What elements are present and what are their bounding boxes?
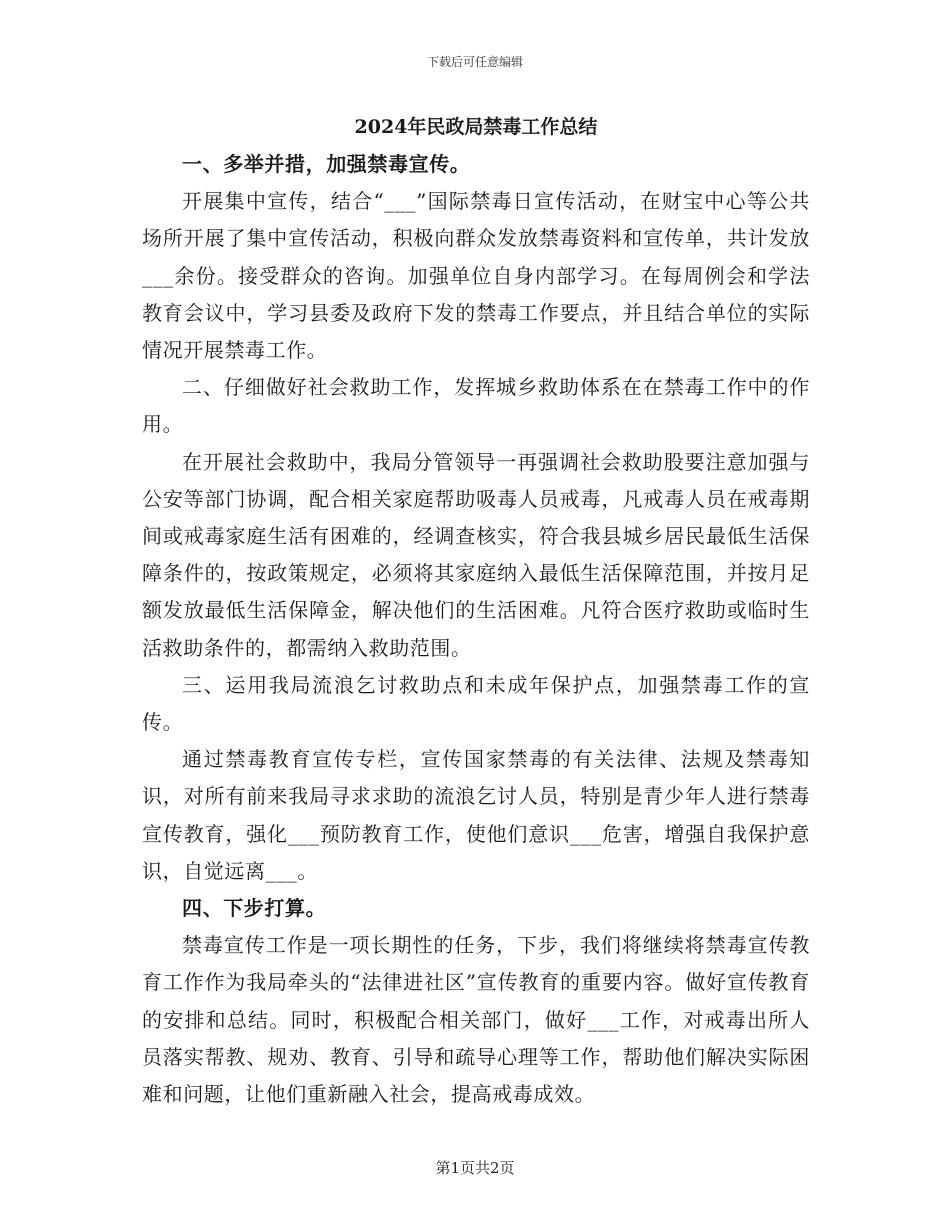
section-heading: 一、多举并措，加强禁毒宣传。 <box>182 152 471 176</box>
document-title: 2024年民政局禁毒工作总结 <box>354 116 598 138</box>
paragraph: 禁毒宣传工作是一项长期性的任务，下步，我们将继续将禁毒宣传教育工作作为我局牵头的“法律进社区”宣传教育的重要内容。做好宣传教育的安排和总结。同时，积极配合相关部门，做好___工作，对戒毒出所人员落实帮教、规劝、教育、引导和疏导心理等工作，帮助他们解决实际困难和问题，让他们重新融入社会，提高戒毒成效。 <box>142 933 810 1107</box>
paragraph: 通过禁毒教育宣传专栏，宣传国家禁毒的有关法律、法规及禁毒知识，对所有前来我局寻求求助的流浪乞讨人员，特别是青少年人进行禁毒宣传教育，强化___预防教育工作，使他们意识___危害，增强自我保护意识，自觉远离___。 <box>142 747 810 883</box>
document-body <box>142 110 810 1113</box>
paragraph: 三、运用我局流浪乞讨救助点和未成年保护点，加强禁毒工作的宣传。 <box>142 672 810 735</box>
paragraph: 开展集中宣传，结合“___”国际禁毒日宣传活动，在财宝中心等公共场所开展了集中宣传活动，积极向群众发放禁毒资料和宣传单，共计发放___余份。接受群众的咨询。加强单位自身内部学习。在每周例会和学法教育会议中，学习县委及政府下发的禁毒工作要点，并且结合单位的实际情况开展禁毒工作。 <box>142 189 810 363</box>
section-heading: 四、下步打算。 <box>182 896 327 921</box>
page-footer: 第1页共2页 <box>435 1159 515 1177</box>
paragraph: 二、仔细做好社会救助工作，发挥城乡救助体系在在禁毒工作中的作用。 <box>142 375 810 437</box>
page-header: 下载后可任意编辑 <box>426 55 523 69</box>
paragraph: 在开展社会救助中，我局分管领导一再强调社会救助股要注意加强与公安等部门协调，配合相关家庭帮助吸毒人员戒毒，凡戒毒人员在戒毒期间或戒毒家庭生活有困难的，经调查核实，符合我县城乡居民最低生活保障条件的，按政策规定，必须将其家庭纳入最低生活保障范围，并按月足额发放最低生活保障金，解决他们的生活困难。凡符合医疗救助或临时生活救助条件的，都需纳入救助范围。 <box>142 449 810 660</box>
